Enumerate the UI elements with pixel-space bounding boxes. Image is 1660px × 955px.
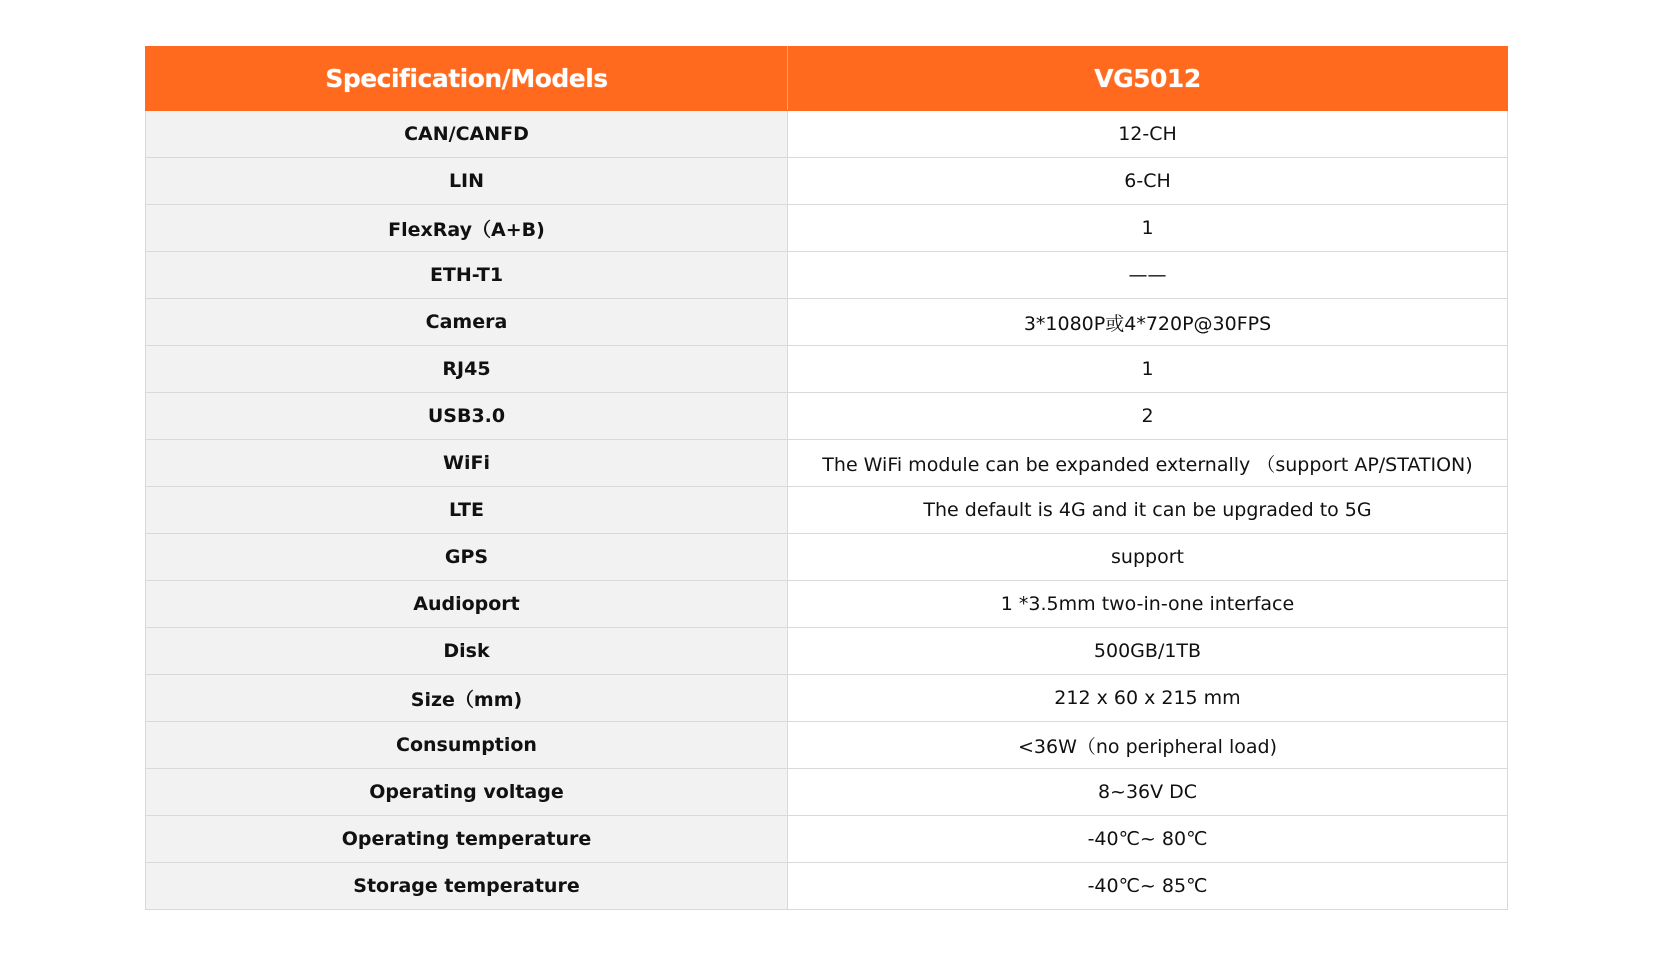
table-header [146, 47, 1508, 111]
header-model-name: VG5012 [788, 47, 1508, 111]
header-spec-models: Specification/Models [146, 47, 788, 111]
row-label: USB3.0 [146, 393, 788, 440]
row-value: 3*1080P或4*720P@30FPS [788, 299, 1508, 346]
table-row [146, 158, 1508, 205]
row-value: The WiFi module can be expanded externally （support AP/STATION) [788, 440, 1508, 487]
row-label: WiFi [146, 440, 788, 487]
row-label: CAN/CANFD [146, 111, 788, 158]
table-body [146, 111, 1508, 910]
row-label: Operating voltage [146, 769, 788, 816]
table-row [146, 487, 1508, 534]
table-row [146, 111, 1508, 158]
row-label: LTE [146, 487, 788, 534]
row-value: 212 x 60 x 215 mm [788, 675, 1508, 722]
row-value: -40℃~ 85℃ [788, 863, 1508, 910]
table-row [146, 675, 1508, 722]
row-value: 1 *3.5mm two-in-one interface [788, 581, 1508, 628]
row-value: 1 [788, 346, 1508, 393]
table-row [146, 534, 1508, 581]
row-value: The default is 4G and it can be upgraded to 5G [788, 487, 1508, 534]
table-row [146, 205, 1508, 252]
row-label: GPS [146, 534, 788, 581]
row-label: Storage temperature [146, 863, 788, 910]
table-row [146, 581, 1508, 628]
table-row [146, 440, 1508, 487]
row-label: Consumption [146, 722, 788, 769]
spec-table [145, 46, 1508, 910]
table-row [146, 628, 1508, 675]
table-row [146, 722, 1508, 769]
row-label: RJ45 [146, 346, 788, 393]
table-row [146, 252, 1508, 299]
row-value: 2 [788, 393, 1508, 440]
row-value: -40℃~ 80℃ [788, 816, 1508, 863]
table-row [146, 863, 1508, 910]
table-row [146, 769, 1508, 816]
row-label: Disk [146, 628, 788, 675]
table-row [146, 346, 1508, 393]
row-value: 12-CH [788, 111, 1508, 158]
row-value: 500GB/1TB [788, 628, 1508, 675]
table-row [146, 816, 1508, 863]
table-row [146, 393, 1508, 440]
row-label: Camera [146, 299, 788, 346]
header-row [146, 47, 1508, 111]
row-label: Size（mm) [146, 675, 788, 722]
row-value: 8~36V DC [788, 769, 1508, 816]
row-value: <36W（no peripheral load) [788, 722, 1508, 769]
row-label: FlexRay（A+B) [146, 205, 788, 252]
row-value: 6-CH [788, 158, 1508, 205]
row-label: Operating temperature [146, 816, 788, 863]
row-label: LIN [146, 158, 788, 205]
row-value: 1 [788, 205, 1508, 252]
table-row [146, 299, 1508, 346]
row-label: Audioport [146, 581, 788, 628]
row-value: —— [788, 252, 1508, 299]
row-label: ETH-T1 [146, 252, 788, 299]
row-value: support [788, 534, 1508, 581]
